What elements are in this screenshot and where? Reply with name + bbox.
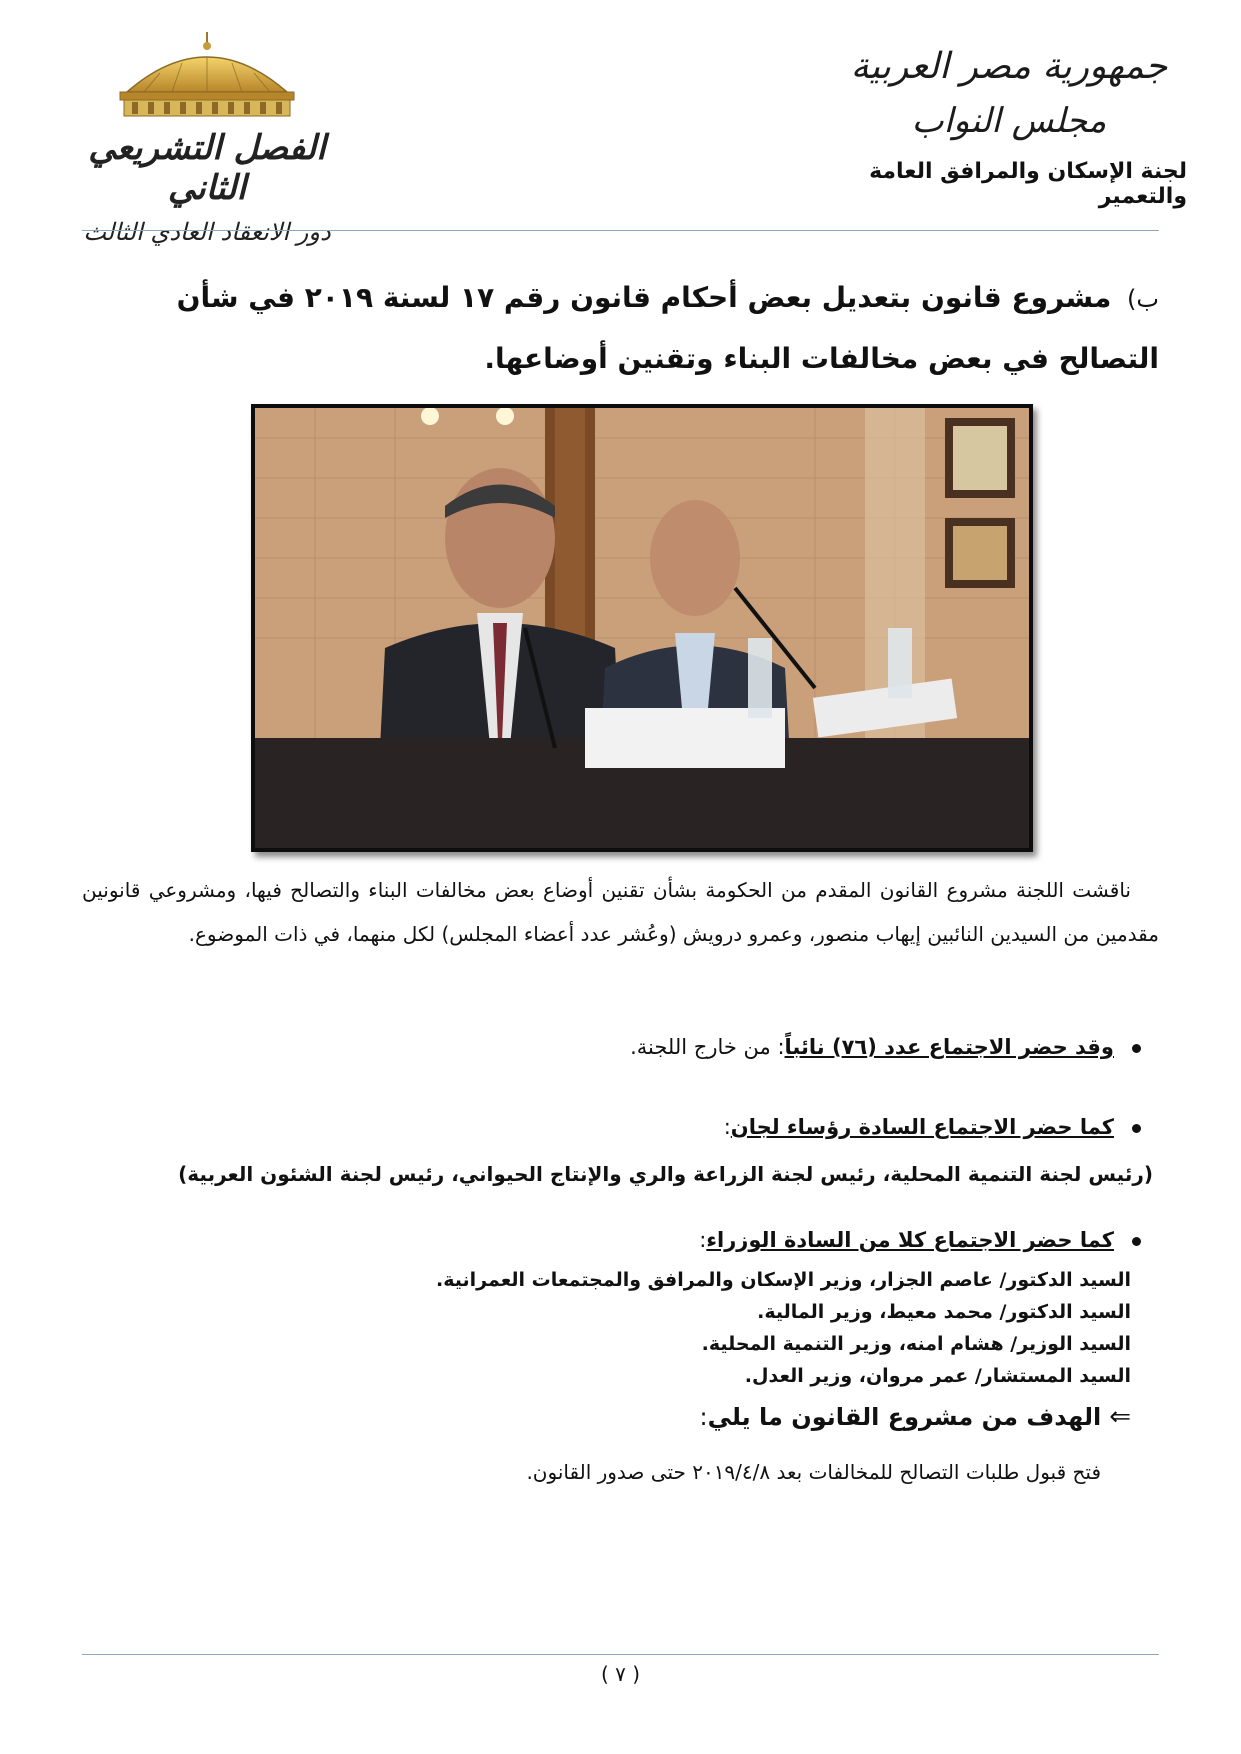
committee-heads-list: (رئيس لجنة التنمية المحلية، رئيس لجنة الزراعة والري والإنتاج الحيواني، رئيس لجنة الشئون العربية) xyxy=(178,1162,1153,1186)
committee-name: لجنة الإسكان والمرافق العامة والتعمير xyxy=(869,159,1187,209)
ministers-list xyxy=(231,1264,1131,1392)
ministers-rest: : xyxy=(699,1228,707,1252)
minister-line: السيد الدكتور/ محمد معيط، وزير المالية. xyxy=(757,1301,1131,1323)
republic-calligraphy: جمهورية مصر العربية xyxy=(850,46,1168,87)
session-label: دور الانعقاد العادي الثالث xyxy=(83,218,331,246)
bullet-dot-icon xyxy=(1132,1124,1141,1133)
committee-heads-rest: : xyxy=(723,1115,731,1139)
section-title xyxy=(79,268,1159,389)
header-republic-block xyxy=(839,46,1187,209)
left-arrow-icon: ⇐ xyxy=(1109,1402,1131,1432)
house-calligraphy: مجلس النواب xyxy=(911,101,1107,141)
section-letter: ب) xyxy=(1127,285,1159,313)
goal-lead: الهدف من مشروع القانون ما يلي xyxy=(707,1403,1102,1431)
attendance-rest: : من خارج اللجنة. xyxy=(630,1035,785,1059)
ministers-lead: كما حضر الاجتماع كلا من السادة الوزراء xyxy=(706,1228,1114,1252)
committee-heads-bullet xyxy=(101,1115,1141,1139)
footer-divider xyxy=(82,1654,1159,1655)
bullet-dot-icon xyxy=(1132,1044,1141,1053)
goal-text: فتح قبول طلبات التصالح للمخالفات بعد ٢٠١٩/٤/٨ حتى صدور القانون. xyxy=(526,1460,1101,1484)
goal-heading xyxy=(231,1402,1131,1432)
ministers-bullet xyxy=(101,1228,1141,1252)
committee-heads-lead: كما حضر الاجتماع السادة رؤساء لجان xyxy=(730,1115,1114,1139)
header-divider xyxy=(82,230,1159,231)
page-number: ( ٧ ) xyxy=(600,1662,641,1686)
attendance-lead: وقد حضر الاجتماع عدد (٧٦) نائباً xyxy=(784,1035,1114,1059)
minister-line: السيد الدكتور/ عاصم الجزار، وزير الإسكان والمرافق والمجتمعات العمرانية. xyxy=(436,1269,1131,1291)
minister-line: السيد الوزير/ هشام امنه، وزير التنمية المحلية. xyxy=(701,1333,1131,1355)
meeting-photo-icon xyxy=(255,408,1029,848)
legislative-term: الفصل التشريعي الثاني xyxy=(88,128,326,208)
section-title-text: مشروع قانون بتعديل بعض أحكام قانون رقم ١٧ لسنة ٢٠١٩ في شأن التصالح في بعض مخالفات البناء وتقنين أوضاعها. xyxy=(176,281,1159,375)
discussion-paragraph: ناقشت اللجنة مشروع القانون المقدم من الحكومة بشأن تقنين أوضاع بعض مخالفات البناء والتصالح فيها، ومشروعي قانونين مقدمين من السيدين النائبين إيهاب منصور، وعمرو درويش (وعُشر عدد أعضاء المجلس) لكل منهما، في ذات الموضوع. xyxy=(82,878,1159,946)
attendance-bullet xyxy=(101,1035,1141,1059)
minister-line: السيد المستشار/ عمر مروان، وزير العدل. xyxy=(744,1365,1131,1387)
bullet-dot-icon xyxy=(1132,1237,1141,1246)
goal-rest: : xyxy=(699,1403,708,1431)
parliament-dome-icon xyxy=(112,30,302,122)
meeting-photo xyxy=(251,404,1033,852)
header-term-block xyxy=(72,30,342,246)
